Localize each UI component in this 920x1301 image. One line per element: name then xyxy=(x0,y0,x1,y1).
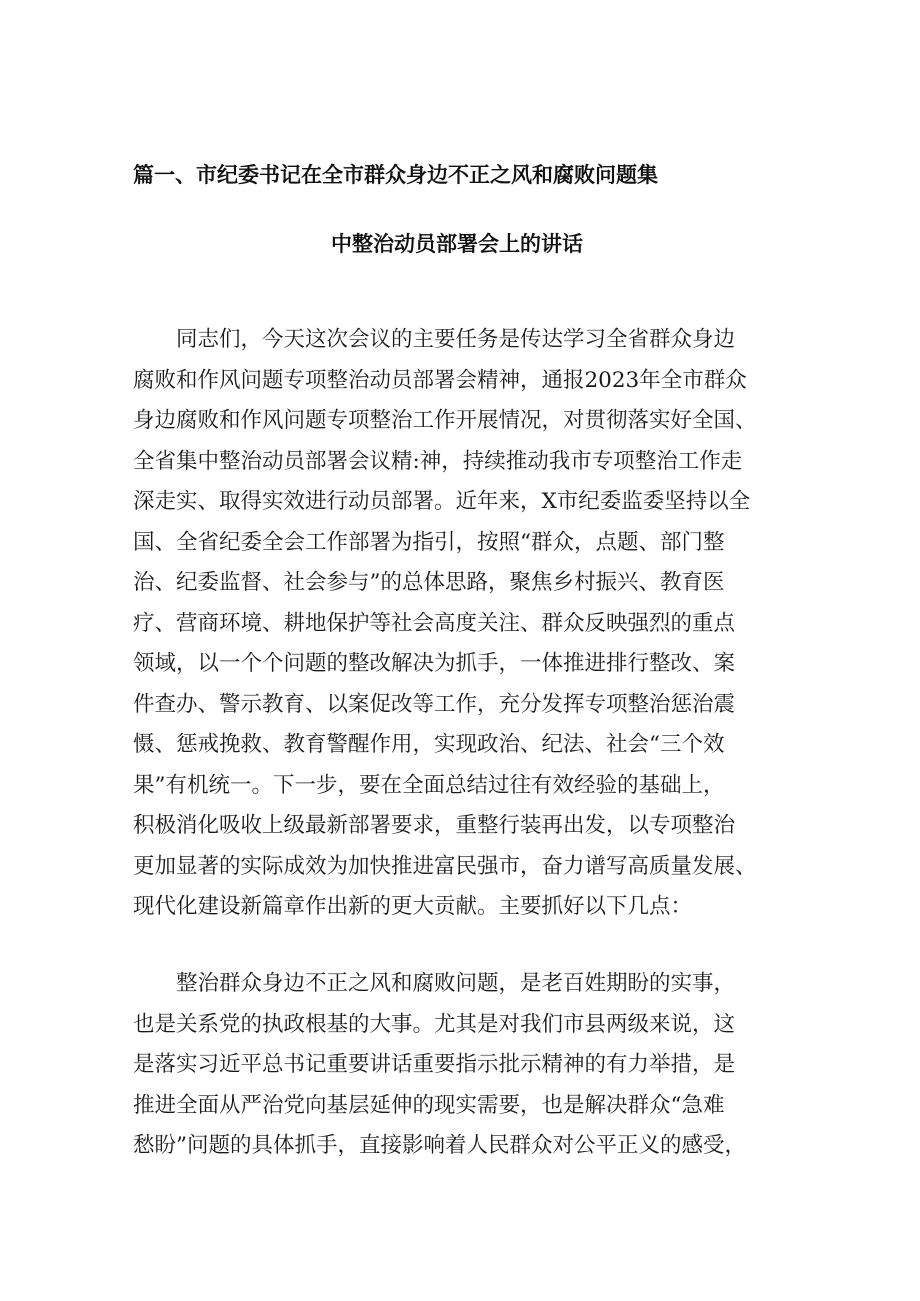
paragraph-line: 国、全省纪委全会工作部署为指引，按照“群众，点题、部门整 xyxy=(133,529,725,555)
paragraph-line: 深走实、取得实效进行动员部署。近年来，X市纪委监委坚持以全 xyxy=(133,489,751,514)
document-title-line-2: 中整治动员部署会上的讲话 xyxy=(331,232,583,256)
paragraph-line: 也是关系党的执政根基的大事。尤其是对我们市县两级来说，这 xyxy=(133,1011,736,1037)
paragraph-line: 推进全面从严治党向基层延伸的现实需要，也是解决群众“急难 xyxy=(133,1092,725,1118)
paragraph-line: 疗、营商环境、耕地保护等社会高度关注、群众反映强烈的重点 xyxy=(133,610,736,636)
paragraph-line: 是落实习近平总书记重要讲话重要指示批示精神的有力举措，是 xyxy=(133,1052,736,1077)
paragraph-line: 积极消化吸收上级最新部署要求，重整行装再出发，以专项整治 xyxy=(133,813,736,838)
paragraph-line: 果”有机统一。下一步，要在全面总结过往有效经验的基础上， xyxy=(133,772,725,798)
paragraph-line: 整治群众身边不正之风和腐败问题，是老百姓期盼的实事， xyxy=(176,971,736,996)
paragraph-line: 慑、惩戒挽救、教育警醒作用，实现政治、纪法、社会“三个效 xyxy=(133,732,725,757)
paragraph-2 xyxy=(133,964,795,1167)
paragraph-line: 同志们，今天这次会议的主要任务是传达学习全省群众身边 xyxy=(176,327,736,352)
paragraph-line: 腐败和作风问题专项整治动员部署会精神，通报2023年全市群众 xyxy=(133,367,747,393)
paragraph-line: 领域，以一个个问题的整改解决为抓手，一体推进排行整改、案 xyxy=(133,651,736,676)
paragraph-line: 件查办、警示教育、以案促改等工作，充分发挥专项整治惩治震 xyxy=(133,691,736,717)
paragraph-1 xyxy=(133,320,795,928)
paragraph-line: 全省集中整治动员部署会议精:神，持续推动我市专项整治工作走 xyxy=(133,448,743,474)
paragraph-line: 愁盼”问题的具体抓手，直接影响着人民群众对公平正义的感受， xyxy=(133,1133,746,1158)
document-title-line-1: 篇一、市纪委书记在全市群众身边不正之风和腐败问题集 xyxy=(133,163,658,187)
paragraph-line: 身边腐败和作风问题专项整治工作开展情况，对贯彻落实好全国、 xyxy=(133,408,757,433)
paragraph-line: 现代化建设新篇章作出新的更大贡献。主要抓好以下几点： xyxy=(133,894,693,919)
paragraph-line: 更加显著的实际成效为加快推进富民强市，奋力谱写高质量发展、 xyxy=(133,853,757,879)
paragraph-line: 治、纪委监督、社会参与”的总体思路，聚焦乡村振兴、教育医 xyxy=(133,570,725,595)
